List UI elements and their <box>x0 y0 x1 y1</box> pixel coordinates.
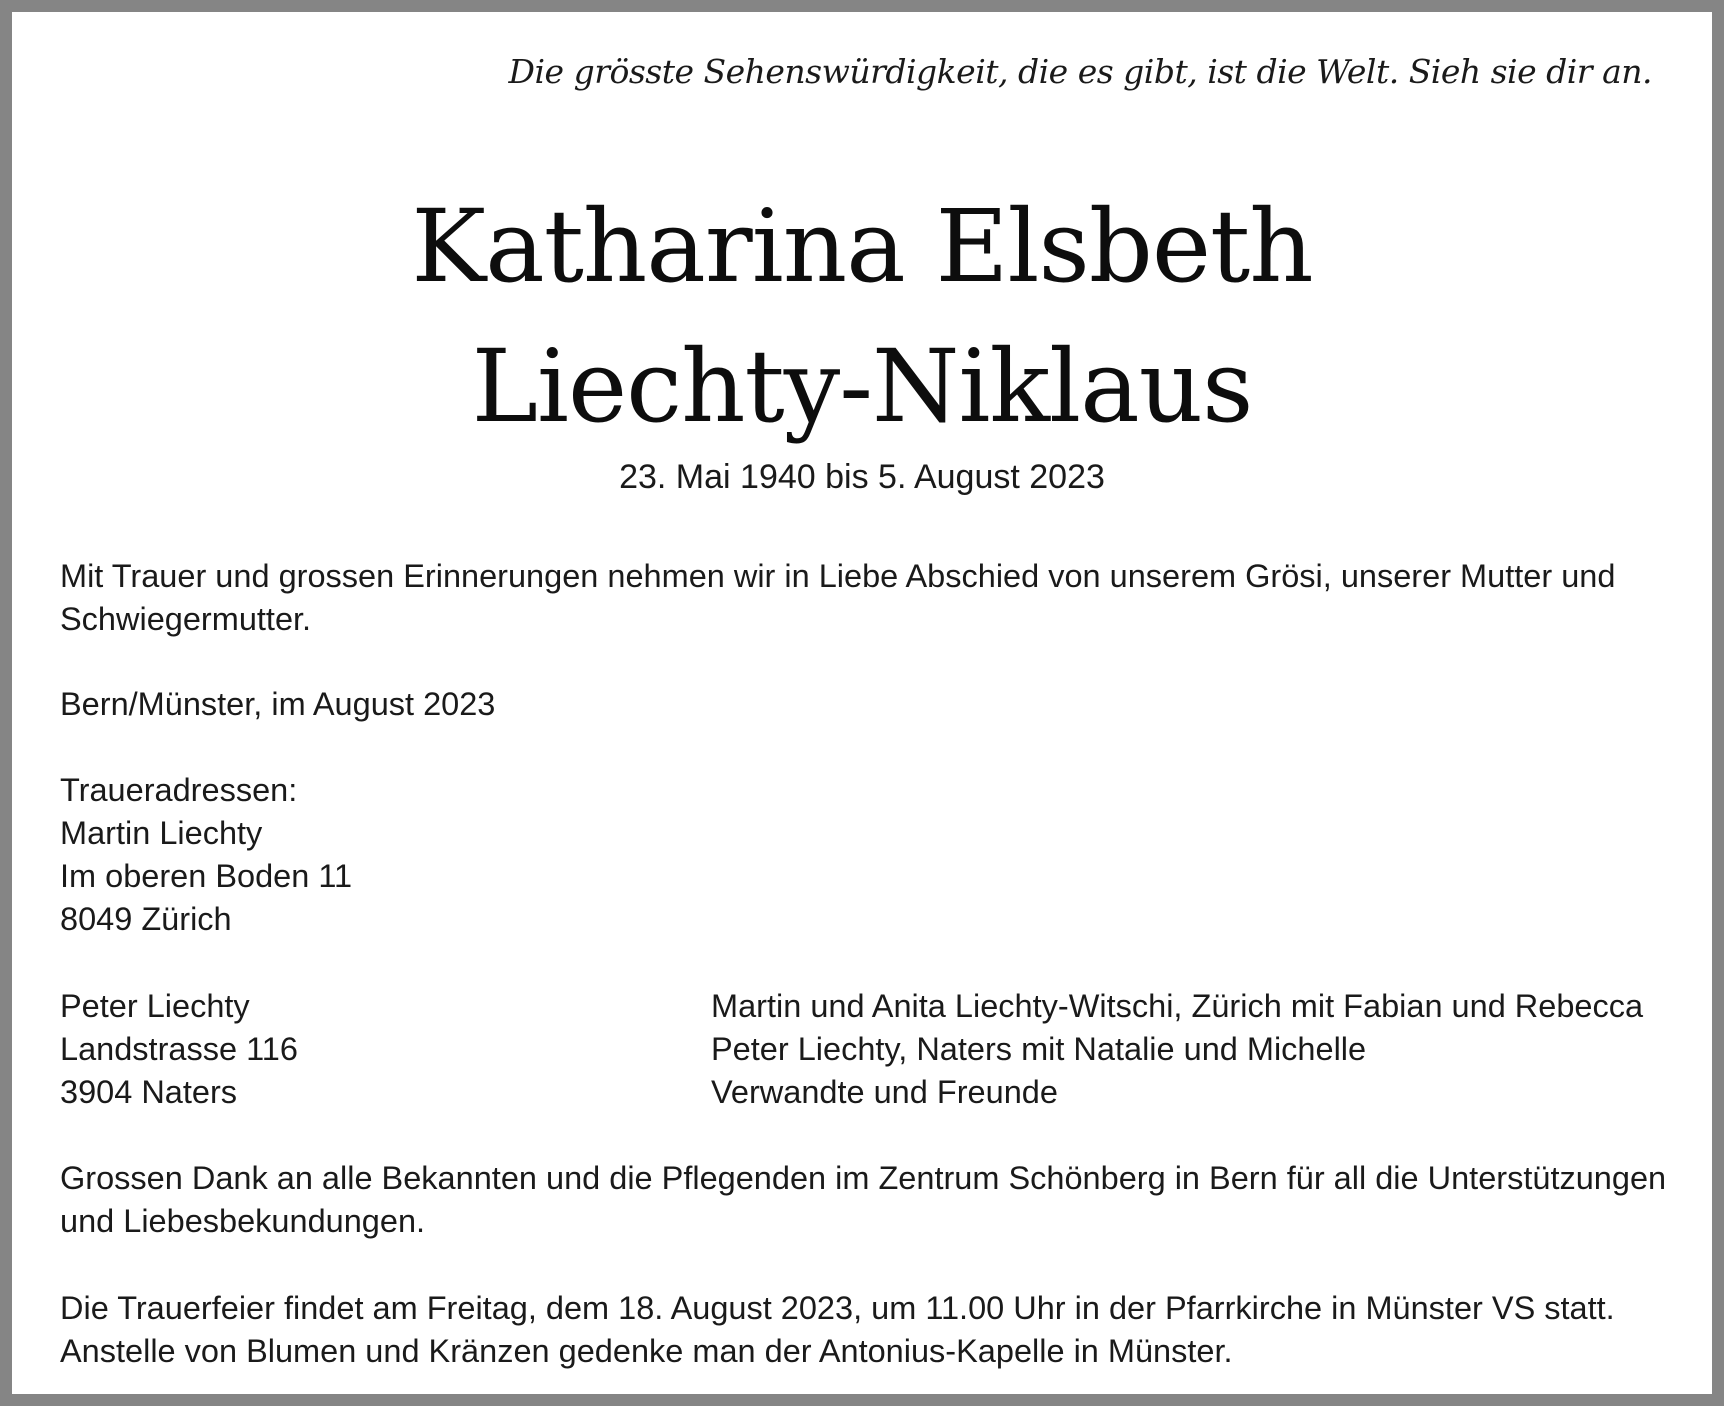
addresses-label: Traueradressen: <box>60 772 298 808</box>
obituary-card <box>12 12 1712 1394</box>
address-line: 8049 Zürich <box>60 901 232 937</box>
life-dates: 23. Mai 1940 bis 5. August 2023 <box>619 458 1105 496</box>
ceremony-line: Anstelle von Blumen und Kränzen gedenke man der Antonius-Kapelle in Münster. <box>60 1333 1233 1369</box>
thanks-line: und Liebesbekundungen. <box>60 1203 426 1239</box>
mourner-line: Verwandte und Freunde <box>711 1074 1058 1110</box>
place-date-text: Bern/Münster, im August 2023 <box>60 686 496 722</box>
address-block-2 <box>60 985 298 1114</box>
address-line: Peter Liechty <box>60 988 250 1024</box>
intro-line: Mit Trauer und grossen Erinnerungen nehmen wir in Liebe Abschied von unserem Grösi, unserer Mutter und <box>60 558 1616 594</box>
mourner-line: Martin und Anita Liechty-Witschi, Zürich mit Fabian und Rebecca <box>711 988 1644 1024</box>
ceremony-line: Die Trauerfeier findet am Freitag, dem 18. August 2023, um 11.00 Uhr in der Pfarrkirche in Münster VS statt. <box>60 1290 1615 1326</box>
address-line: Martin Liechty <box>60 815 263 851</box>
thanks-line: Grossen Dank an alle Bekannten und die Pflegenden im Zentrum Schönberg in Bern für all die Unterstützungen <box>60 1160 1667 1196</box>
name-line-2: Liechty-Niklaus <box>471 328 1253 445</box>
intro-line: Schwiegermutter. <box>60 601 312 637</box>
thanks-paragraph <box>60 1157 1666 1243</box>
ceremony-paragraph <box>60 1287 1615 1373</box>
address-line: 3904 Naters <box>60 1074 238 1110</box>
address-line: Im oberen Boden 11 <box>60 858 353 894</box>
mourner-line: Peter Liechty, Naters mit Natalie und Michelle <box>711 1031 1367 1067</box>
address-block-1 <box>60 769 352 941</box>
intro-paragraph <box>60 555 1615 641</box>
address-line: Landstrasse 116 <box>60 1031 298 1067</box>
place-date <box>60 683 495 726</box>
mourners-list <box>711 985 1643 1114</box>
motto-quote: Die grösste Sehenswürdigkeit, die es gibt, ist die Welt. Sieh sie dir an. <box>508 52 1652 91</box>
name-line-1: Katharina Elsbeth <box>411 188 1313 305</box>
